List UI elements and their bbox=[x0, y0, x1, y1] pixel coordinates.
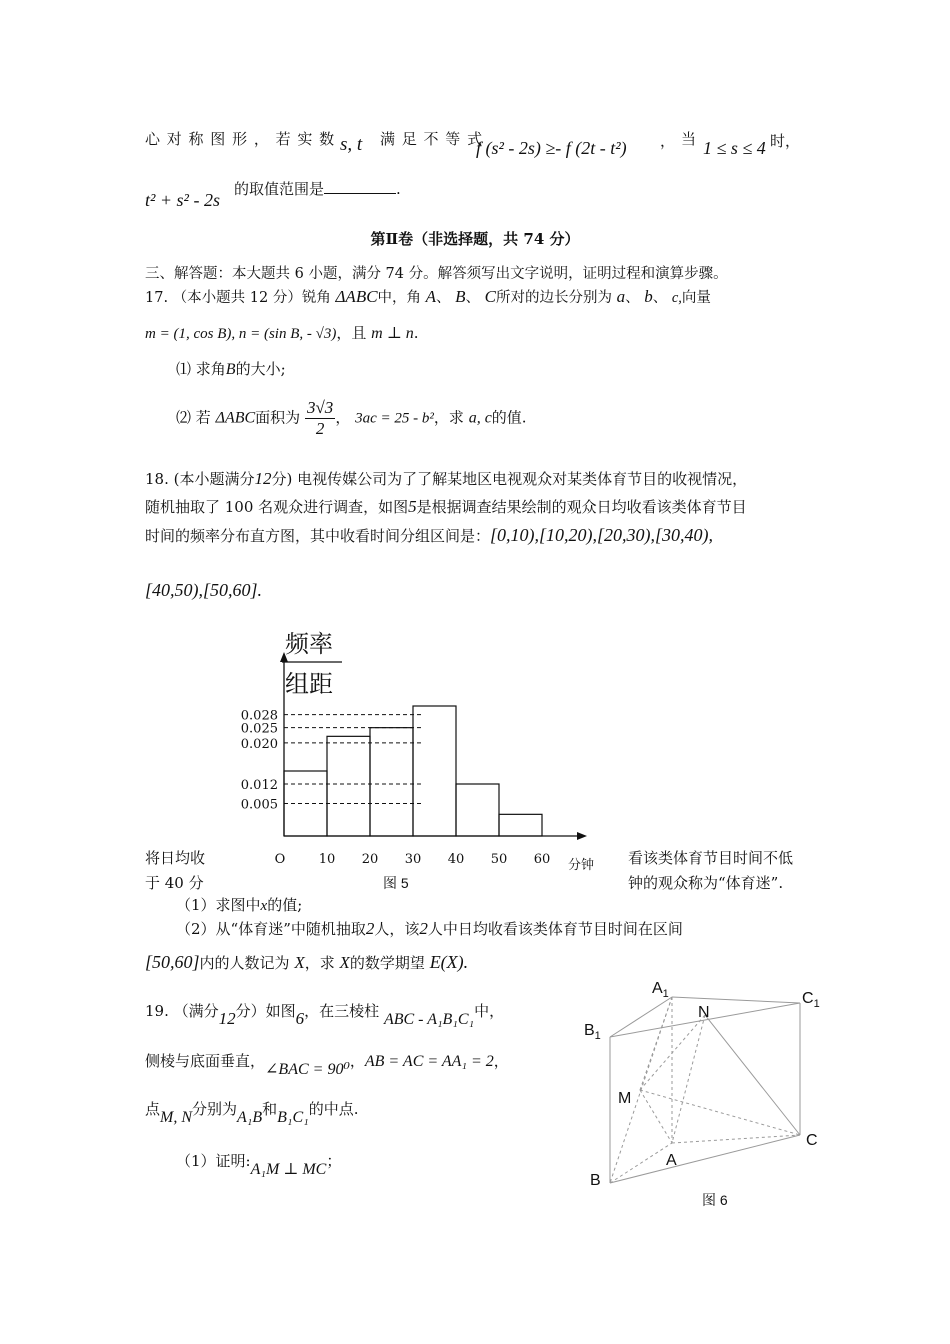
x-tick-50: 50 bbox=[490, 852, 508, 867]
p16-expression: t² + s² - 2s bbox=[145, 190, 220, 210]
q18-s2-l2: 内的人数记为 bbox=[199, 954, 290, 972]
section-title: 第Ⅱ卷（非选择题，共 74 分） bbox=[370, 230, 580, 248]
q17-sub1 bbox=[176, 358, 286, 379]
x-tick-60: 60 bbox=[533, 852, 551, 867]
q17-b: b bbox=[644, 287, 653, 306]
q17-mid: 所对的边长分别为 bbox=[496, 290, 612, 306]
q18-s1-x: x bbox=[260, 898, 268, 914]
q17-s2-comma: ， bbox=[335, 408, 351, 427]
q19-s1-expr: A₁M ⊥ MC bbox=[250, 1161, 327, 1178]
y-label-bottom: 组距 bbox=[285, 670, 333, 698]
q17-s1-B: B bbox=[225, 361, 236, 378]
q17-sep2: 、 bbox=[465, 290, 481, 306]
y-tick-labels bbox=[241, 709, 278, 813]
q17-A: A bbox=[425, 287, 437, 306]
q18-l3: 时间的频率分布直方图，其中收看时间分组区间是： bbox=[145, 527, 491, 545]
q17-perp: m ⊥ n bbox=[371, 325, 414, 342]
label-A: A bbox=[666, 1152, 677, 1169]
q17-s1-pre: ⑴ 求角 bbox=[176, 360, 226, 378]
edge-AC bbox=[672, 1135, 800, 1143]
q18-s2-E: E(X). bbox=[429, 952, 469, 972]
y-tick-0.028: 0.028 bbox=[240, 708, 278, 724]
q19-l3-pre: 点 bbox=[145, 1100, 161, 1118]
x-tick-10: 10 bbox=[318, 852, 336, 867]
y-tick-0.020: 0.020 bbox=[240, 736, 278, 752]
p16-line1-start: 心 对 称 图 形 ， 若 实 数 bbox=[145, 130, 336, 148]
q19-comma2: ， bbox=[493, 1052, 509, 1070]
q18-s2-X2: X bbox=[339, 953, 350, 972]
q18-s2-X: X bbox=[294, 953, 305, 972]
q18-s1-post: 的值; bbox=[267, 896, 303, 914]
q17-vector-expr: m = (1, cos B), n = (sin B, - √3) bbox=[145, 326, 337, 342]
q17-C: C bbox=[484, 287, 496, 306]
edge-A1C1 bbox=[672, 997, 800, 1003]
p16-st: s, t bbox=[340, 134, 363, 155]
x-tick-20: 20 bbox=[361, 852, 379, 867]
q17-sep1: 、 bbox=[436, 290, 451, 306]
x-tick-labels bbox=[319, 852, 551, 867]
q18-score: 12 bbox=[254, 469, 272, 488]
section-intro: 三、解答题：本大题共 6 小题，满分 74 分。解答须写出文字说明，证明过程和演算步骤。 bbox=[145, 266, 728, 282]
q17-s2-ac: a, c bbox=[468, 409, 492, 427]
label-B: B bbox=[590, 1172, 601, 1189]
q17-s2-mid: 面积为 bbox=[255, 408, 301, 427]
p16-range: 1 ≤ s ≤ 4 bbox=[703, 138, 766, 158]
q17-s2-fraction bbox=[305, 398, 335, 439]
q19-eq: AB = AC = AA₁ = 2 bbox=[364, 1053, 494, 1070]
q19-zhong: 中， bbox=[474, 1002, 505, 1020]
q19-s1-end: ； bbox=[326, 1152, 342, 1170]
y-tick-0.025: 0.025 bbox=[240, 721, 278, 737]
prism-figure bbox=[580, 975, 840, 1215]
q17-s2-qiu: ，求 bbox=[433, 408, 464, 427]
q19-prism: ABC - A₁B₁C₁ bbox=[383, 1011, 475, 1028]
q18-sub2-line2 bbox=[145, 952, 468, 973]
q18-l1-post: 分) 电视传媒公司为了了解某地区电视观众对某类体育节目的收视情况， bbox=[271, 470, 748, 488]
q18-s2-mid: 人，该 bbox=[374, 920, 420, 938]
bar-[10,20) bbox=[327, 736, 370, 836]
q17-vectors bbox=[145, 322, 419, 343]
p16-comma: ， bbox=[660, 132, 676, 150]
x-axis-arrow bbox=[577, 832, 587, 840]
edge-BA bbox=[610, 1143, 672, 1183]
q17-s2-num: 3√3 bbox=[306, 398, 334, 417]
q17-xl: 向量 bbox=[681, 290, 711, 306]
q19-he: 和 bbox=[262, 1100, 278, 1118]
q19-comma: ， bbox=[349, 1052, 365, 1070]
q17-a: a bbox=[616, 287, 626, 306]
edge-BC bbox=[610, 1135, 800, 1183]
q17-qie: ，且 bbox=[336, 324, 367, 342]
q17-s2-den: 2 bbox=[315, 419, 325, 438]
q17-B: B bbox=[455, 287, 466, 306]
q17-sep3: 、 bbox=[625, 290, 640, 306]
q17-s2-eq: 3ac = 25 - b² bbox=[355, 410, 434, 427]
x-tick-40: 40 bbox=[447, 852, 465, 867]
q19-l1-post: ，在三棱柱 bbox=[304, 1002, 380, 1020]
q18-sub1 bbox=[176, 894, 302, 915]
q17-zhong: 中，角 bbox=[377, 290, 422, 306]
fig6-caption: 图 6 bbox=[702, 1192, 728, 1208]
q18-line1 bbox=[145, 468, 747, 489]
x-unit-label: 分钟 bbox=[568, 858, 595, 873]
q18-sub2 bbox=[176, 918, 683, 939]
p16-tail bbox=[234, 178, 401, 199]
label-N: N bbox=[698, 1004, 710, 1021]
label-C: C bbox=[806, 1132, 818, 1149]
p16-dang: 当 bbox=[681, 130, 697, 148]
q18-s2-qiu: ，求 bbox=[304, 954, 335, 972]
label-A1: $A_1$ bbox=[652, 980, 669, 1000]
q18-l1-pre: 18. (本小题满分 bbox=[145, 470, 255, 488]
q19-l3-mid: 分别为 bbox=[192, 1100, 238, 1118]
q19-sub1 bbox=[176, 1150, 342, 1178]
bar-[30,40) bbox=[413, 706, 456, 836]
q19-line3 bbox=[145, 1098, 359, 1126]
x-tick-30: 30 bbox=[404, 852, 422, 867]
q19-l1-pre: 19. （满分 bbox=[145, 1002, 219, 1020]
q19-MN: M, N bbox=[160, 1109, 193, 1126]
p16-end: . bbox=[396, 180, 401, 198]
y-label-top: 频率 bbox=[285, 630, 333, 658]
seg-MA bbox=[640, 1090, 672, 1143]
q18-fig-num: 5 bbox=[408, 497, 417, 516]
q17-triangle: ΔABC bbox=[335, 287, 378, 306]
q19-A1B: A₁B bbox=[237, 1109, 263, 1126]
y-tick-0.005: 0.005 bbox=[240, 797, 278, 813]
q18-left-text-2: 于 40 分 bbox=[145, 874, 204, 892]
q18-l2-pre: 随机抽取了 100 名观众进行调查，如图 bbox=[145, 498, 409, 516]
seg-NC bbox=[705, 1015, 800, 1135]
q18-l2-post: 是根据调查结果绘制的观众日均收看该类体育节目 bbox=[416, 498, 747, 516]
bars-group bbox=[284, 706, 542, 836]
q18-s2-n: 2 bbox=[365, 919, 375, 938]
q17-c: c, bbox=[671, 290, 682, 306]
q18-left-text-1: 将日均收 bbox=[145, 849, 206, 867]
q18-s1: （1）求图中 bbox=[176, 896, 261, 914]
p16-shi: 时， bbox=[770, 132, 801, 150]
q17-sub2 bbox=[176, 398, 527, 439]
p16-inequality: f (s² - 2s) ≥- f (2t - t²) bbox=[476, 138, 627, 158]
q18-s2-pre: （2）从“体育迷”中随机抽取 bbox=[176, 920, 366, 938]
prism-edges bbox=[610, 997, 800, 1183]
q17-head-text: 17. （本小题共 12 分）锐角 bbox=[145, 290, 331, 306]
histogram-chart bbox=[230, 620, 630, 880]
q18-right-text-1: 看该类体育节目时间不低 bbox=[628, 849, 794, 867]
q19-line2 bbox=[145, 1050, 509, 1078]
bar-[40,50) bbox=[456, 784, 499, 836]
q17-sep4: 、 bbox=[652, 290, 668, 306]
q19-fig: 6 bbox=[295, 1009, 305, 1028]
q19-score: 12 bbox=[218, 1009, 236, 1028]
bar-[50,60] bbox=[499, 814, 542, 836]
q17-s2-end: 的值. bbox=[491, 408, 527, 427]
seg-MC bbox=[640, 1090, 800, 1135]
q19-B1C1: B₁C₁ bbox=[277, 1109, 309, 1126]
q17-s2-pre: ⑵ 若 bbox=[176, 408, 211, 427]
p16-tail-text: 的取值范围是 bbox=[234, 180, 325, 198]
bar-[20,30) bbox=[370, 728, 413, 836]
label-C1: $C_1$ bbox=[802, 990, 820, 1010]
q18-line3 bbox=[145, 525, 713, 546]
q17-dot: . bbox=[413, 324, 419, 342]
q18-s2-n2: 2 bbox=[419, 919, 428, 938]
q17-s2-tri: ΔABC bbox=[215, 409, 256, 427]
q17-head bbox=[145, 286, 711, 307]
q18-intervals-1: [0,10),[10,20),[20,30),[30,40), bbox=[490, 525, 714, 545]
fig5-caption: 图 5 bbox=[383, 875, 409, 891]
q19-angle: ∠BAC = 90⁰ bbox=[265, 1061, 350, 1078]
label-M: M bbox=[618, 1090, 632, 1107]
q17-s1-post: 的大小; bbox=[235, 360, 286, 378]
label-B1: $B_1$ bbox=[584, 1022, 601, 1042]
q18-line2 bbox=[145, 496, 747, 517]
q19-line1 bbox=[145, 1000, 505, 1028]
q18-s2-end: 的数学期望 bbox=[349, 954, 425, 972]
q19-l3-post: 的中点. bbox=[308, 1100, 359, 1118]
q18-intervals-2: [40,50),[50,60]. bbox=[145, 580, 263, 600]
origin-label: O bbox=[274, 852, 286, 867]
q19-s1: （1）证明: bbox=[176, 1152, 251, 1170]
q19-l1-mid: 分）如图 bbox=[235, 1002, 296, 1020]
p16-line1-mid: 满 足 不 等 式 bbox=[380, 130, 484, 148]
q18-s2-post: 人中日均收看该类体育节目时间在区间 bbox=[427, 920, 683, 938]
q18-right-text-2: 钟的观众称为“体育迷”. bbox=[628, 874, 784, 892]
answer-blank bbox=[324, 179, 396, 194]
q19-l2: 侧棱与底面垂直， bbox=[145, 1052, 266, 1070]
y-tick-0.012: 0.012 bbox=[240, 778, 278, 793]
q18-s2-int: [50,60] bbox=[145, 952, 200, 972]
